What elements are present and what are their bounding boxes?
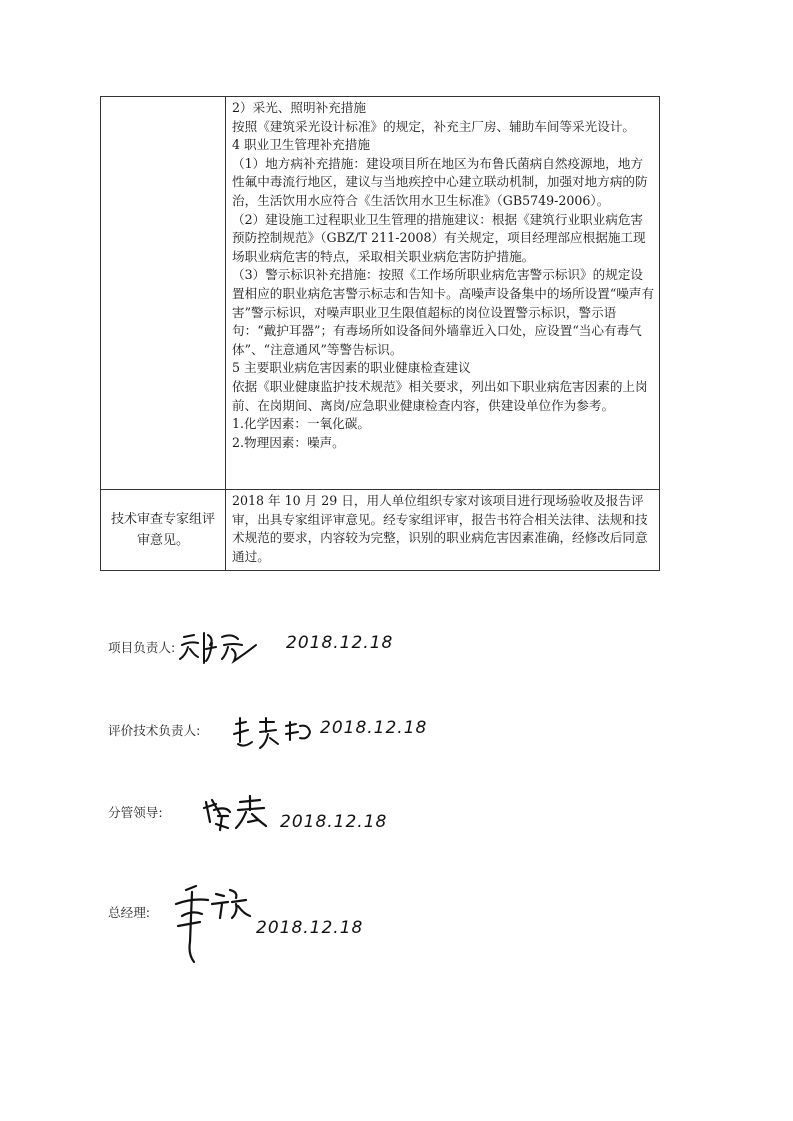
section-heading-health-check: 5 主要职业病危害因素的职业健康检查建议 [232, 360, 471, 376]
section-heading-management: 4 职业卫生管理补充措施 [232, 137, 370, 153]
expert-row [101, 490, 660, 571]
handwritten-signature-image [166, 882, 256, 972]
signature-label: 总经理: [108, 905, 151, 920]
handwritten-signature-image [176, 623, 266, 673]
section-line-lighting-standard: 按照《建筑采光设计标准》的规定，补充主厂房、辅助车间等采光设计。 [232, 118, 635, 134]
signature-row-project-lead [108, 625, 668, 685]
signature-label: 项目负责人: [108, 640, 176, 655]
signature-row-technical-lead [108, 710, 668, 770]
signature-label: 分管领导: [108, 805, 163, 820]
signature-date: 2018.12.18 [256, 918, 364, 938]
review-table [100, 96, 660, 571]
section-line-warning-signs: （3）警示标识补充措施：按照《工作场所职业病危害警示标识》的规定设置相应的职业病危害警示标志和告知卡。高噪声设备集中的场所设置“噪声有害”警示标识，对噪声职业卫生限值超标的岗位设置警示标识，警示语句：“戴护耳器”；有毒场所如设备间外墙靠近入口处，应设置“当心有毒气体”、“注意通风”等警告标识。 [232, 267, 655, 357]
handwritten-signature-image [230, 712, 320, 756]
section-line-health-check: 依据《职业健康监护技术规范》相关要求，列出如下职业病危害因素的上岗前、在岗期间、离岗/应急职业健康检查内容，供建设单位作为参考。 [232, 378, 648, 413]
handwritten-signature-image [200, 792, 280, 838]
measures-row [101, 97, 660, 490]
section-line-physical: 2.物理因素：噪声。 [232, 434, 345, 450]
signature-label: 评价技术负责人: [108, 723, 201, 738]
signature-date: 2018.12.18 [286, 633, 394, 653]
section-line-lighting: 2）采光、照明补充措施 [232, 100, 366, 115]
section-line-construction: （2）建设施工过程职业卫生管理的措施建议：根据《建筑行业职业病危害预防控制规范》（GBZ/T 211-2008）有关规定，项目经理部应根据施工现场职业病危害的特点，采取相关职业病危害防护措施。 [232, 211, 646, 264]
signature-row-general-manager [108, 898, 668, 958]
signature-date: 2018.12.18 [320, 718, 428, 738]
expert-opinion-cell: 2018 年 10 月 29 日，用人单位组织专家对该项目进行现场验收及报告评审，出具专家组评审意见。经专家组评审，报告书符合相关法律、法规和技术规范的要求，内容较为完整，识别的职业病危害因素准确，经修改后同意通过。 [226, 490, 660, 571]
section-line-endemic: （1）地方病补充措施：建设项目所在地区为布鲁氏菌病自然疫源地，地方性氟中毒流行地区，建议与当地疾控中心建立联动机制，加强对地方病的防治，生活饮用水应符合《生活饮用水卫生标准》（GB5749-2006）。 [232, 155, 648, 208]
signature-row-supervisor [108, 798, 668, 858]
measures-label-cell [101, 97, 226, 490]
expert-label-cell: 技术审查专家组评审意见。 [101, 490, 226, 571]
measures-content-cell [226, 97, 660, 490]
signature-date: 2018.12.18 [280, 812, 388, 832]
section-line-chemical: 1.化学因素：一氧化碳。 [232, 416, 370, 432]
